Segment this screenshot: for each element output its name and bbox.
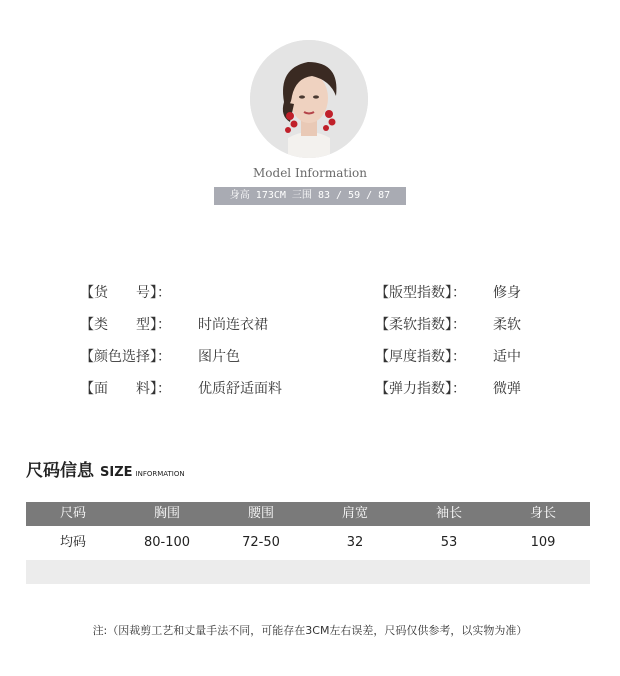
column-header-bust: 胸围 <box>153 506 180 521</box>
property-value: 时尚连衣裙 <box>198 317 268 333</box>
column-header-shoulder: 肩宽 <box>341 506 368 521</box>
table-cell: 32 <box>346 535 364 550</box>
property-value: 修身 <box>493 285 521 301</box>
table-cell: 109 <box>530 535 556 550</box>
property-value: 图片色 <box>198 349 240 365</box>
property-value: 优质舒适面料 <box>198 381 282 397</box>
property-thickness-index <box>375 346 521 366</box>
measurement-note: 注:（因裁剪工艺和丈量手法不同，可能存在3CM左右误差，尺码仅供参考，以实物为准） <box>92 624 528 637</box>
size-table <box>26 502 590 584</box>
property-item-number <box>80 282 198 302</box>
property-type <box>80 314 268 334</box>
column-header-size: 尺码 <box>59 506 86 521</box>
property-key: 【面 料】： <box>80 381 171 397</box>
size-title-cn: 尺码信息 <box>26 461 94 481</box>
property-key: 【版型指数】： <box>375 285 466 301</box>
property-color <box>80 346 240 366</box>
model-stats-badge: 身高 173CM 三围 83 / 59 / 87 <box>214 187 406 205</box>
model-portrait-image <box>250 40 368 158</box>
property-value: 微弹 <box>493 381 521 397</box>
table-header-row <box>26 502 590 526</box>
size-title-en: SIZE <box>100 465 133 480</box>
property-key: 【货 号】： <box>80 285 171 301</box>
table-cell: 80-100 <box>143 535 191 550</box>
property-key: 【类 型】： <box>80 317 171 333</box>
product-properties <box>80 282 550 410</box>
property-key: 【厚度指数】： <box>375 349 466 365</box>
property-row <box>80 282 550 314</box>
property-value: 适中 <box>493 349 521 365</box>
model-photo <box>250 40 368 158</box>
column-header-length: 身长 <box>529 506 556 521</box>
property-row <box>80 378 550 410</box>
property-row <box>80 314 550 346</box>
column-header-sleeve: 袖长 <box>435 506 462 521</box>
table-row <box>26 526 590 560</box>
size-title-en-small: INFORMATION <box>135 470 185 478</box>
column-header-waist: 腰围 <box>247 506 274 521</box>
model-information-title: Model Information <box>253 166 367 180</box>
property-fabric <box>80 378 282 398</box>
property-key: 【颜色选择】： <box>80 349 171 365</box>
table-cell: 均码 <box>59 535 86 550</box>
property-key: 【柔软指数】： <box>375 317 466 333</box>
table-cell: 53 <box>440 535 458 550</box>
property-row <box>80 346 550 378</box>
property-elasticity-index <box>375 378 521 398</box>
table-empty-row <box>26 560 590 584</box>
property-value: 柔软 <box>493 317 521 333</box>
property-key: 【弹力指数】： <box>375 381 466 397</box>
property-fit-index <box>375 282 521 302</box>
size-section-title <box>26 456 185 481</box>
property-softness-index <box>375 314 521 334</box>
table-cell: 72-50 <box>242 535 280 550</box>
